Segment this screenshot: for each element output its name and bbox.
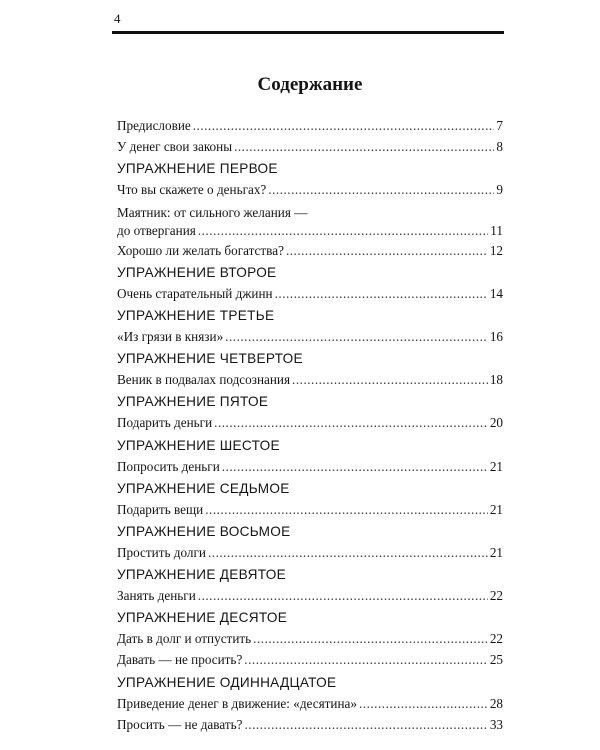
toc-entry-title: Предисловие xyxy=(117,118,191,133)
toc-entry-title: Подарить вещи xyxy=(117,501,204,517)
toc-entry-title: Дать в долг и отпустить xyxy=(117,631,252,647)
toc-page-number: 21 xyxy=(489,501,503,517)
toc-page-number: 20 xyxy=(489,415,503,431)
toc-entry-title: Очень старательный джинн xyxy=(117,285,273,301)
toc-dot-leader xyxy=(244,649,488,670)
toc-entry-title: Подарить деньги xyxy=(117,415,213,431)
toc-dot-leader xyxy=(275,283,488,304)
toc-entry xyxy=(117,649,503,670)
toc-section-heading: УПРАЖНЕНИЕ ОДИННАДЦАТОЕ xyxy=(117,674,337,690)
toc-entry-title: «Из грязи в князи» xyxy=(117,328,224,344)
toc-entry xyxy=(117,326,503,347)
toc-section-heading: УПРАЖНЕНИЕ ВОСЬМОЕ xyxy=(117,523,291,539)
toc-dot-leader xyxy=(198,222,488,240)
toc-page-number: 28 xyxy=(489,695,503,711)
toc-page-number: 7 xyxy=(496,118,503,133)
toc-entry xyxy=(117,283,503,304)
toc-section-heading: УПРАЖНЕНИЕ ВТОРОЕ xyxy=(117,264,277,280)
toc-dot-leader xyxy=(268,179,494,200)
page-number: 4 xyxy=(114,11,121,26)
table-of-contents xyxy=(117,115,503,735)
toc-page-number: 11 xyxy=(490,222,503,238)
toc-page-number: 22 xyxy=(489,631,503,647)
toc-entry xyxy=(117,693,503,714)
toc-dot-leader xyxy=(359,693,488,714)
toc-entry-title: до отвергания xyxy=(117,222,196,238)
toc-dot-leader xyxy=(198,585,488,606)
toc-dot-leader xyxy=(253,628,488,649)
toc-page-number: 12 xyxy=(489,242,503,258)
toc-dot-leader xyxy=(286,240,488,261)
toc-entry-title: Что вы скажете о деньгах? xyxy=(117,182,267,198)
toc-entry-multiline xyxy=(117,201,503,240)
toc-section-heading: УПРАЖНЕНИЕ ДЕСЯТОЕ xyxy=(117,610,288,626)
toc-dot-leader xyxy=(208,542,488,563)
toc-entry xyxy=(117,412,503,433)
toc-entry-title: Занять деньги xyxy=(117,588,196,604)
toc-entry xyxy=(117,115,503,136)
toc-dot-leader xyxy=(292,369,488,390)
toc-entry-title: У денег свои законы xyxy=(117,139,233,155)
toc-entry-title: Простить долги xyxy=(117,544,206,560)
toc-entry xyxy=(117,628,503,649)
toc-dot-leader xyxy=(214,412,488,433)
header-rule xyxy=(112,31,504,34)
toc-dot-leader xyxy=(193,115,495,136)
toc-section-heading: УПРАЖНЕНИЕ ПЯТОЕ xyxy=(117,394,269,410)
toc-entry xyxy=(117,456,503,477)
toc-section-heading: УПРАЖНЕНИЕ СЕДЬМОЕ xyxy=(117,480,290,496)
toc-entry-title-line1: Маятник: от сильного желания — xyxy=(117,204,308,220)
toc-page-number: 16 xyxy=(489,328,503,344)
toc-entry xyxy=(117,714,503,735)
toc-entry xyxy=(117,136,503,157)
toc-entry xyxy=(117,585,503,606)
toc-entry-title: Давать — не просить? xyxy=(117,652,243,668)
toc-page-number: 8 xyxy=(496,139,503,155)
toc-dot-leader xyxy=(234,136,494,157)
toc-entry xyxy=(117,179,503,200)
toc-section-heading: УПРАЖНЕНИЕ ДЕВЯТОЕ xyxy=(117,567,286,583)
toc-page-number: 21 xyxy=(489,544,503,560)
toc-entry xyxy=(117,499,503,520)
toc-entry xyxy=(117,240,503,261)
toc-dot-leader xyxy=(244,714,487,735)
toc-page-number: 18 xyxy=(489,372,503,388)
toc-section-heading: УПРАЖНЕНИЕ ЧЕТВЕРТОЕ xyxy=(117,351,303,367)
toc-entry-title: Просить — не давать? xyxy=(117,716,243,732)
toc-dot-leader xyxy=(225,326,488,347)
toc-dot-leader xyxy=(222,456,488,477)
toc-entry-title: Веник в подвалах подсознания xyxy=(117,372,291,388)
toc-entry-title: Приведение денег в движение: «десятина» xyxy=(117,695,357,711)
toc-entry xyxy=(117,369,503,390)
toc-dot-leader xyxy=(205,499,488,520)
toc-entry xyxy=(117,222,503,240)
toc-section-heading: УПРАЖНЕНИЕ ШЕСТОЕ xyxy=(117,437,280,453)
toc-page-number: 33 xyxy=(489,716,503,732)
toc-title: Содержание xyxy=(257,74,363,95)
toc-entry-title: Хорошо ли желать богатства? xyxy=(117,242,284,258)
toc-section-heading: УПРАЖНЕНИЕ ТРЕТЬЕ xyxy=(117,307,275,323)
toc-page-number: 9 xyxy=(496,182,503,198)
toc-page-number: 25 xyxy=(489,652,503,668)
toc-entry-title: Попросить деньги xyxy=(117,458,220,474)
toc-section-heading: УПРАЖНЕНИЕ ПЕРВОЕ xyxy=(117,161,278,177)
toc-page-number: 22 xyxy=(489,588,503,604)
toc-entry xyxy=(117,542,503,563)
toc-page-number: 14 xyxy=(489,285,503,301)
toc-page-number: 21 xyxy=(489,458,503,474)
